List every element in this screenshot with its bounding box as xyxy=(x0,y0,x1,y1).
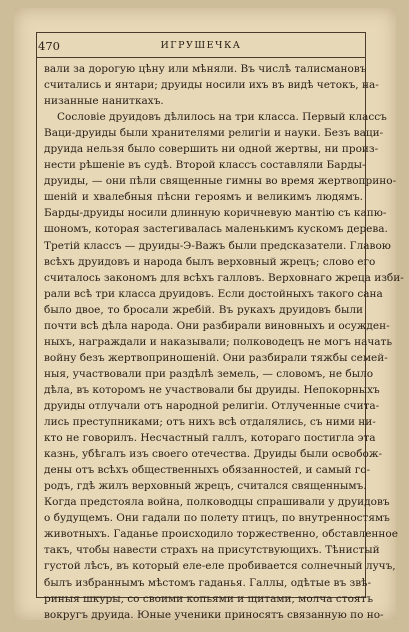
text-line: нести рѣшеніе въ судѣ. Второй классъ составляли Барды- xyxy=(44,159,366,172)
running-title: ИГРУШЕЧКА xyxy=(160,40,242,51)
page-number: 470 xyxy=(38,39,60,53)
text-line: рали всѣ три класса друидовъ. Если достойныхъ такого сана xyxy=(44,287,383,300)
text-line: всѣхъ друидовъ и народа былъ верховный жрецъ; слово его xyxy=(44,255,376,268)
text-line: друиды, — они пѣли священные гимны во время жертвоприно- xyxy=(44,175,397,188)
text-line: дѣла, въ которомъ не участвовали бы друиды. Непокорныхъ xyxy=(44,383,380,396)
text-line: войну безъ жертвоприношеній. Они разбирали тяжбы семей- xyxy=(44,351,388,364)
text-line: вали за дорогую цѣну или мѣняли. Въ числѣ талисмановъ xyxy=(44,63,367,75)
text-line: друиды отлучали отъ народной религіи. Отлученные счита- xyxy=(44,399,380,412)
header-rule xyxy=(36,57,366,58)
text-line: риныя шкуры, со своими копьями и щитами, молча стоятъ xyxy=(44,592,374,605)
text-line: ныя, участвовали при раздѣлѣ земель, — словомъ, не было xyxy=(44,367,374,380)
text-line: Третій классъ — друиды-Э-Важъ были предсказатели. Главою xyxy=(44,239,391,252)
page-header xyxy=(36,36,366,56)
text-line: кто не говорилъ. Несчастный галлъ, котораго постигла эта xyxy=(44,432,376,445)
text-line: густой лѣсъ, въ который еле-еле пробивается солнечный лучъ, xyxy=(44,560,396,573)
text-line: шономъ, которая застегивалась маленькимъ кускомъ дерева. xyxy=(44,223,388,236)
text-line: животныхъ. Гаданье происходило торжественно, обставленное xyxy=(44,528,398,541)
text-line: низанные наниткахъ. xyxy=(44,95,164,108)
text-line: такъ, чтобы навести страхъ на присутствующихъ. Тѣнистый xyxy=(44,544,380,557)
text-line: было двое, то бросали жребій. Въ рукахъ друидовъ были xyxy=(44,303,363,316)
body-text xyxy=(44,61,404,623)
text-line: Ваци-друиды были хранителями религіи и науки. Безъ ваци- xyxy=(44,127,384,140)
text-line: Барды-друиды носили длинную коричневую мантію съ капю- xyxy=(44,207,387,220)
text-line: Сословіе друидовъ дѣлилось на три класса. Первый классъ xyxy=(57,111,387,124)
text-line: о будущемъ. Они гадали по полету птицъ, по внутренностямъ xyxy=(44,512,390,525)
text-line: лись преступниками; отъ нихъ всѣ отдалялись, съ ними ни- xyxy=(44,416,376,429)
text-line: былъ избраннымъ мѣстомъ гаданья. Галлы, одѣтые въ звѣ- xyxy=(44,576,371,589)
text-line: почти всѣ дѣла народа. Они разбирали виновныхъ и осужден- xyxy=(44,319,390,332)
text-line: казнь, убѣгалъ изъ своего отечества. Друиды были освобож- xyxy=(44,448,383,461)
text-line: дены отъ всѣхъ общественныхъ обязанностей, и самый го- xyxy=(44,464,371,477)
text-line: шеній и хвалебныя пѣсни героямъ и великимъ людямъ. xyxy=(44,191,363,204)
text-line: вокругъ друида. Юные ученики приносятъ связанную по но- xyxy=(44,608,384,621)
text-line: считалось закономъ для всѣхъ галловъ. Верховнаго жреца изби- xyxy=(44,271,404,284)
text-line: ныхъ, награждали и наказывали; полководецъ не могъ начать xyxy=(44,335,393,348)
text-line: друида нельзя было совершить ни одной жертвы, ни произ- xyxy=(44,143,379,156)
text-line: родъ, гдѣ жилъ верховный жрецъ, считался священнымъ. xyxy=(44,480,367,493)
text-line: Когда предстояла война, полководцы спрашивали у друидовъ xyxy=(44,496,390,509)
text-line: считались и янтари; друиды носили ихъ въ видѣ четокъ, на- xyxy=(44,79,379,92)
